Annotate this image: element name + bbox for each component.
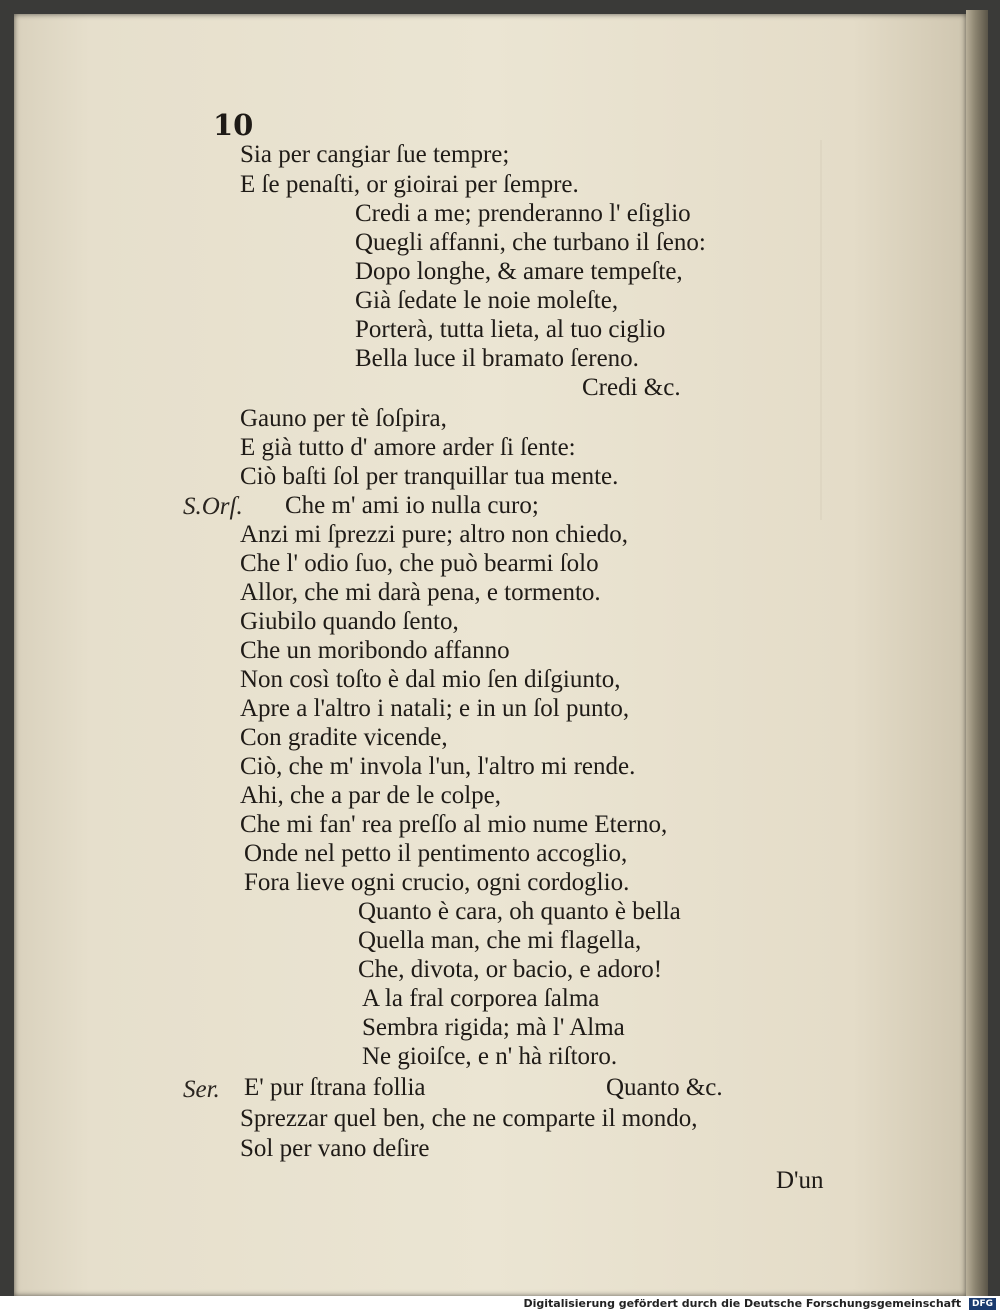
verse-line: Onde nel petto il pentimento accoglio, [244,840,628,867]
verse-line: E ſe penaſti, or gioirai per ſempre. [240,171,579,198]
verse-line: Ciò baſti ſol per tranquillar tua mente. [240,463,619,490]
verse-line: Quegli affanni, che turbano il ſeno: [355,229,706,256]
catchword: D'un [776,1167,824,1194]
page-edge [966,10,988,1302]
verse-line: Già ſedate le noie moleſte, [355,287,619,314]
verse-line: Quanto è cara, oh quanto è bella [358,898,681,925]
verse-line: Non così toſto è dal mio ſen diſgiunto, [240,666,621,693]
verse-line: Che m' ami io nulla curo; [285,492,539,519]
verse-line: Porterà, tutta lieta, al tuo ciglio [355,316,666,343]
verse-line: Sol per vano deſire [240,1135,430,1162]
verse-line: Ciò, che m' invola l'un, l'altro mi rende. [240,753,636,780]
verse-line: Sembra rigida; mà l' Alma [362,1014,625,1041]
verse-line: Gauno per tè ſoſpira, [240,405,447,432]
verse-line: Che un moribondo affanno [240,637,510,664]
speaker-label: Ser. [183,1076,220,1103]
verse-line: Giubilo quando ſento, [240,608,459,635]
verse-line: Quella man, che mi flagella, [358,927,642,954]
verse-line: Anzi mi ſprezzi pure; altro non chiedo, [240,521,629,548]
verse-line: Che, divota, or bacio, e adoro! [358,956,663,983]
dfg-logo-icon: DFG [969,1298,996,1310]
verse-line: Credi &c. [582,374,681,401]
verse-line: E già tutto d' amore arder ſi ſente: [240,434,576,461]
page-number: 10 [213,108,254,142]
verse-line: Che l' odio ſuo, che può bearmi ſolo [240,550,599,577]
digitization-footer [0,1296,1000,1312]
verse-line: Che mi fan' rea preſſo al mio nume Eterno, [240,811,668,838]
verse-line: Fora lieve ogni crucio, ogni cordoglio. [244,869,630,896]
verse-line: Allor, che mi darà pena, e tormento. [240,579,601,606]
verse-line: Apre a l'altro i natali; e in un ſol punto, [240,695,630,722]
verse-line: Bella luce il bramato ſereno. [355,345,639,372]
verse-line: Sprezzar quel ben, che ne comparte il mondo, [240,1105,698,1132]
verse-line: E' pur ſtrana follia [244,1074,426,1101]
verse-line: Ne gioiſce, e n' hà riſtoro. [362,1043,618,1070]
verse-line: Sia per cangiar ſue tempre; [240,141,510,168]
verse-line: Quanto &c. [606,1074,723,1101]
verse-line: Con gradite vicende, [240,724,448,751]
bleed-through-shadow [820,140,942,520]
verse-line: Dopo longhe, & amare tempeſte, [355,258,683,285]
speaker-label: S.Orſ. [183,493,243,520]
verse-line: A la fral corporea ſalma [362,985,600,1012]
footer-credit-text: Digitalisierung gefördert durch die Deutsche Forschungsgemeinschaft [523,1297,962,1310]
verse-line: Credi a me; prenderanno l' eſiglio [355,200,691,227]
verse-line: Ahi, che a par de le colpe, [240,782,501,809]
